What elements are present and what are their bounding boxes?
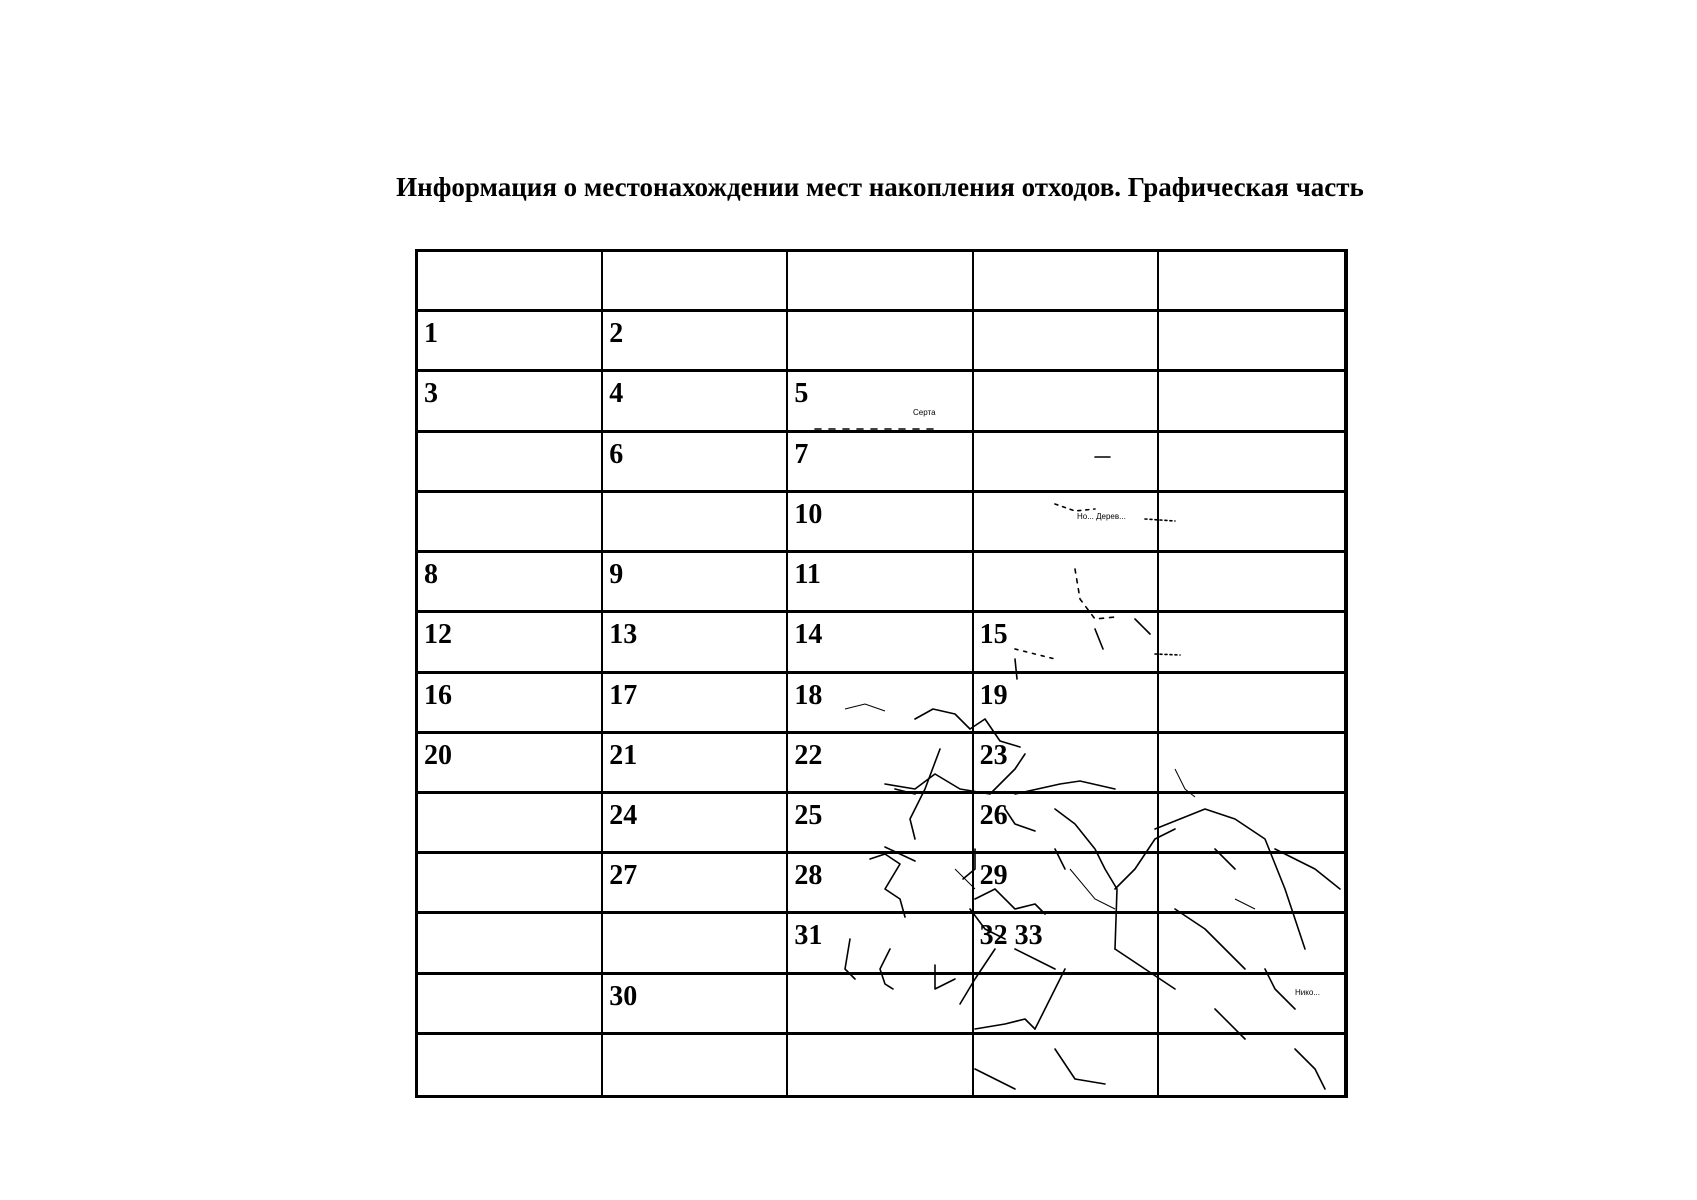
map-grid-table [415,249,1348,1098]
grid-cell-number: 14 [794,619,823,651]
grid-cell-number: 1 [424,318,438,350]
grid-cell [974,252,1159,312]
grid-cell [788,1035,973,1095]
grid-cell [1159,493,1344,553]
grid-cell [974,914,1159,974]
grid-cell [1159,372,1344,432]
page-title: Информация о местонахождении мест накопления отходов. Графическая часть [396,172,1364,202]
grid-cell-number: 6 [609,438,624,470]
grid-cell [788,372,973,432]
grid-cell [974,433,1159,493]
grid-cell [418,914,603,974]
grid-cell [603,914,788,974]
grid-cell [418,794,603,854]
grid-cell [1159,613,1344,673]
grid-cell [1159,674,1344,734]
grid-cell [1159,1035,1344,1095]
grid-cell-number: 23 [979,739,1008,771]
grid-cell-number: 3 [424,378,438,410]
grid-cell [974,975,1159,1035]
grid-cell [603,493,788,553]
grid-cell-number: 27 [609,860,638,892]
grid-cell [788,493,973,553]
grid-cell-number: 21 [609,739,638,771]
grid-cell [974,553,1159,613]
grid-cell-number: 22 [794,739,823,771]
grid-cell [418,1035,603,1095]
grid-cell-number: 17 [609,679,638,711]
grid-cell [788,794,973,854]
grid-cell [1159,553,1344,613]
grid-cell-number: 18 [794,679,823,711]
grid-cell-number: 5 [794,378,809,410]
grid-cell-number: 31 [794,920,823,952]
grid-cell [1159,312,1344,372]
grid-cell [788,914,973,974]
grid-cell [1159,734,1344,794]
grid-cell [603,312,788,372]
grid-cell-number: 25 [794,799,823,831]
map-place-label-serta: Серта [913,408,936,417]
grid-cell [974,1035,1159,1095]
grid-cell-number: 15 [979,619,1008,651]
grid-cell-number: 10 [794,498,823,530]
grid-cell [788,975,973,1035]
map-place-label-niko: Нико... [1295,988,1320,997]
map-place-label-derevnya: Но... Дерев... [1077,512,1126,521]
grid-cell [418,975,603,1035]
grid-cell [418,854,603,914]
grid-cell [603,433,788,493]
grid-cell [974,734,1159,794]
grid-cell [418,674,603,734]
grid-cell [603,1035,788,1095]
grid-cell [1159,252,1344,312]
grid-cell-number: 16 [424,679,452,711]
grid-cell [788,433,973,493]
grid-cell [974,854,1159,914]
grid-cell [603,794,788,854]
grid-cell-number: 26 [979,799,1008,831]
grid-cell [418,252,603,312]
grid-cell [603,674,788,734]
grid-cell [974,312,1159,372]
grid-cell [974,372,1159,432]
grid-cell [603,372,788,432]
grid-cell [788,312,973,372]
grid-cell-number: 30 [609,980,638,1012]
grid-cell-number: 24 [609,799,638,831]
grid-cell [1159,854,1344,914]
grid-cell [788,674,973,734]
grid-cell [788,734,973,794]
grid-cell [603,613,788,673]
grid-cell [418,433,603,493]
grid-cell [788,553,973,613]
grid-cell [418,553,603,613]
grid-cell [788,252,973,312]
grid-cell [974,674,1159,734]
grid-cell [603,553,788,613]
grid-cell [418,734,603,794]
grid-cell [1159,433,1344,493]
grid-cell-number: 29 [979,860,1008,892]
grid-cell [1159,794,1344,854]
grid-cell-number: 8 [424,559,438,591]
grid-cell-number: 19 [979,679,1008,711]
grid-cell [418,613,603,673]
grid-cell-number: 13 [609,619,638,651]
grid-cell [603,252,788,312]
grid-cell [418,372,603,432]
grid-cell [974,613,1159,673]
grid-cell-number: 2 [609,318,624,350]
grid-cell [788,854,973,914]
grid-cell-number: 9 [609,559,624,591]
grid-cell [974,493,1159,553]
grid-cell [418,312,603,372]
grid-cell [418,493,603,553]
grid-cell-number: 7 [794,438,809,470]
grid-cell-number: 32 33 [979,920,1043,952]
grid-cell [1159,975,1344,1035]
grid-cell [1159,914,1344,974]
grid-cell-number: 28 [794,860,823,892]
grid-cell-number: 12 [424,619,452,651]
grid-cell-number: 4 [609,378,624,410]
grid-cell-number: 11 [794,559,821,591]
grid-cell-number: 20 [424,739,452,771]
grid-cell [603,975,788,1035]
grid-cell [974,794,1159,854]
grid-cell [603,734,788,794]
grid-cell [788,613,973,673]
grid-cell [603,854,788,914]
